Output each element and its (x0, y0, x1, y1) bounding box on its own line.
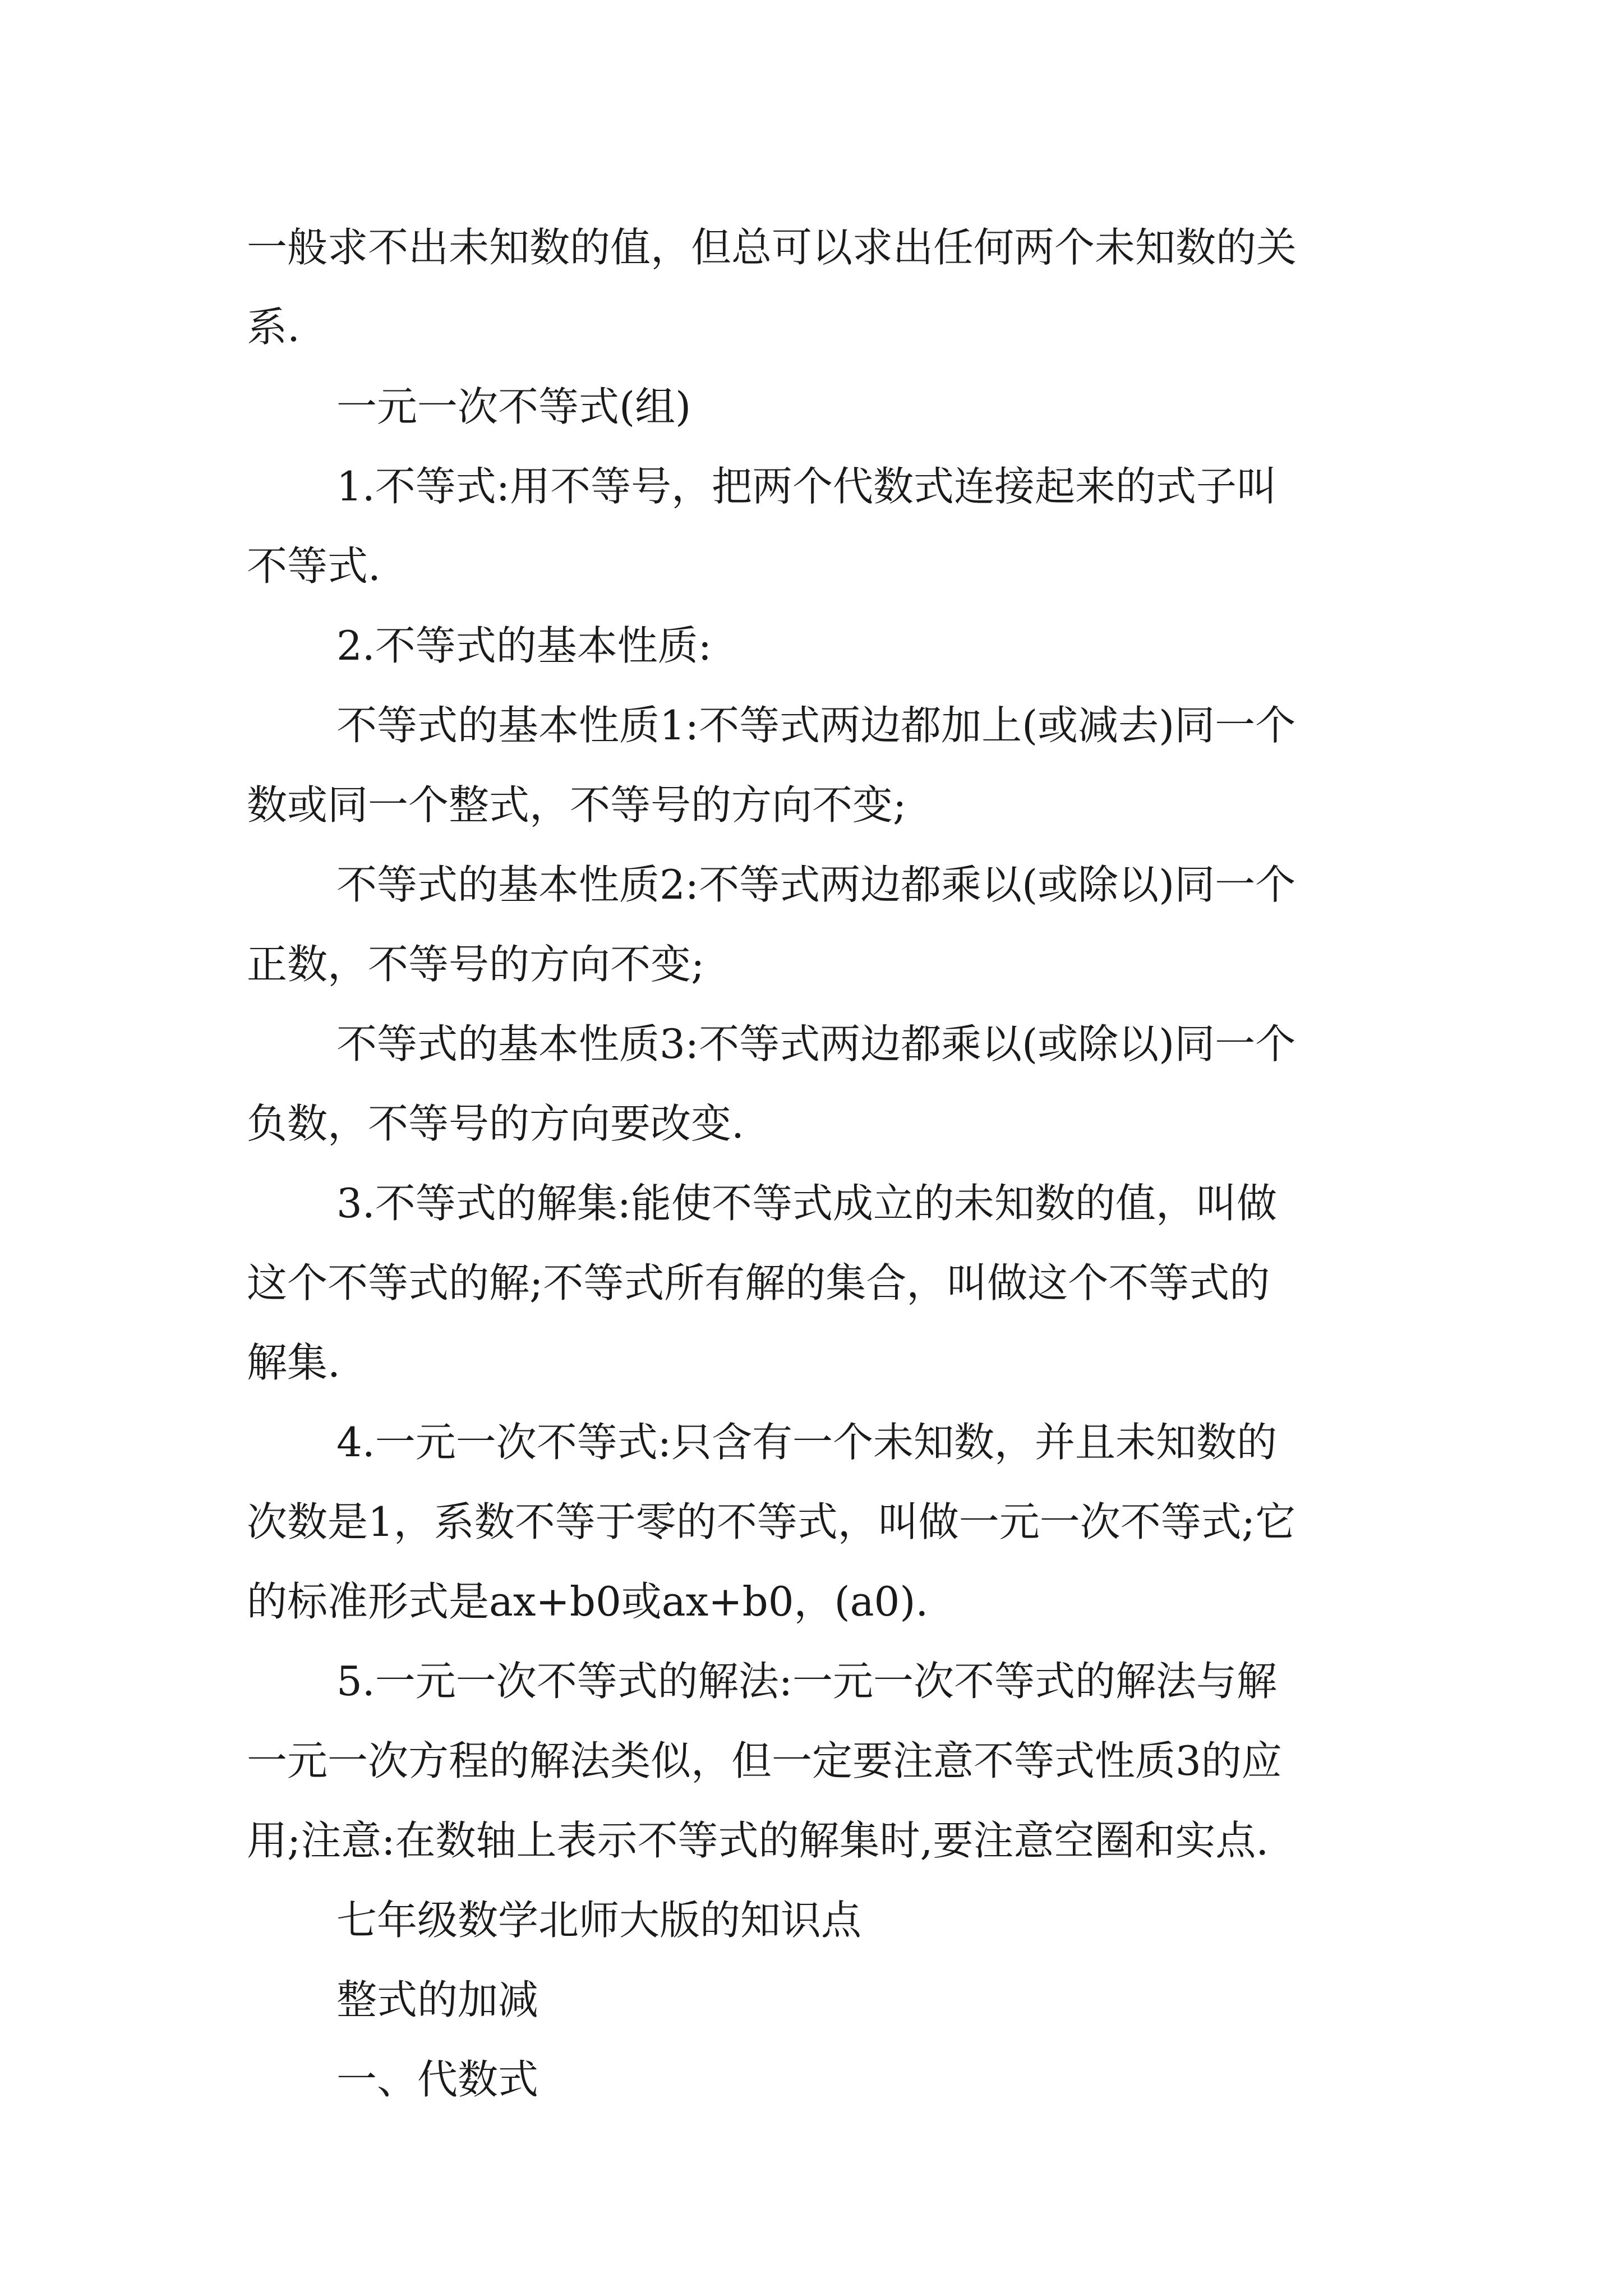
text-line-17: 次数是1，系数不等于零的不等式，叫做一元一次不等式;它 (247, 1498, 1296, 1545)
text-line-14: 这个不等式的解;不等式所有解的集合，叫做这个不等式的 (247, 1259, 1270, 1306)
text-line-6: 2.不等式的基本性质: (336, 622, 712, 669)
text-line-15: 解集. (247, 1339, 340, 1386)
text-line-9: 不等式的基本性质2:不等式两边都乘以(或除以)同一个 (336, 861, 1296, 908)
text-line-2: 系. (247, 303, 300, 351)
text-line-5: 不等式. (247, 542, 381, 590)
text-line-19: 5.一元一次不等式的解法:一元一次不等式的解法与解 (336, 1658, 1277, 1705)
text-line-20: 一元一次方程的解法类似，但一定要注意不等式性质3的应 (247, 1737, 1282, 1784)
text-line-13: 3.不等式的解集:能使不等式成立的未知数的值，叫做 (336, 1180, 1277, 1227)
text-line-21: 用;注意:在数轴上表示不等式的解集时,要注意空圈和实点. (247, 1817, 1269, 1864)
text-line-1: 一般求不出未知数的值，但总可以求出任何两个未知数的关 (247, 224, 1297, 271)
text-line-18: 的标准形式是ax+b0或ax+b0，(a0). (247, 1578, 929, 1625)
section-heading: 一元一次不等式(组) (336, 383, 691, 430)
chapter-heading: 七年级数学北师大版的知识点 (336, 1897, 862, 1944)
text-line-11: 不等式的基本性质3:不等式两边都乘以(或除以)同一个 (336, 1020, 1296, 1068)
text-line-7: 不等式的基本性质1:不等式两边都加上(或减去)同一个 (336, 702, 1296, 749)
text-line-12: 负数，不等号的方向要改变. (247, 1100, 744, 1147)
subsection-heading: 一、代数式 (336, 2056, 539, 2103)
document-page (247, 208, 1385, 2119)
text-line-4: 1.不等式:用不等号，把两个代数式连接起来的式子叫 (336, 463, 1277, 510)
section-heading-2: 整式的加减 (336, 1976, 539, 2023)
text-line-16: 4.一元一次不等式:只含有一个未知数，并且未知数的 (336, 1419, 1277, 1466)
text-line-10: 正数，不等号的方向不变; (247, 941, 705, 988)
text-line-8: 数或同一个整式，不等号的方向不变; (247, 781, 907, 829)
